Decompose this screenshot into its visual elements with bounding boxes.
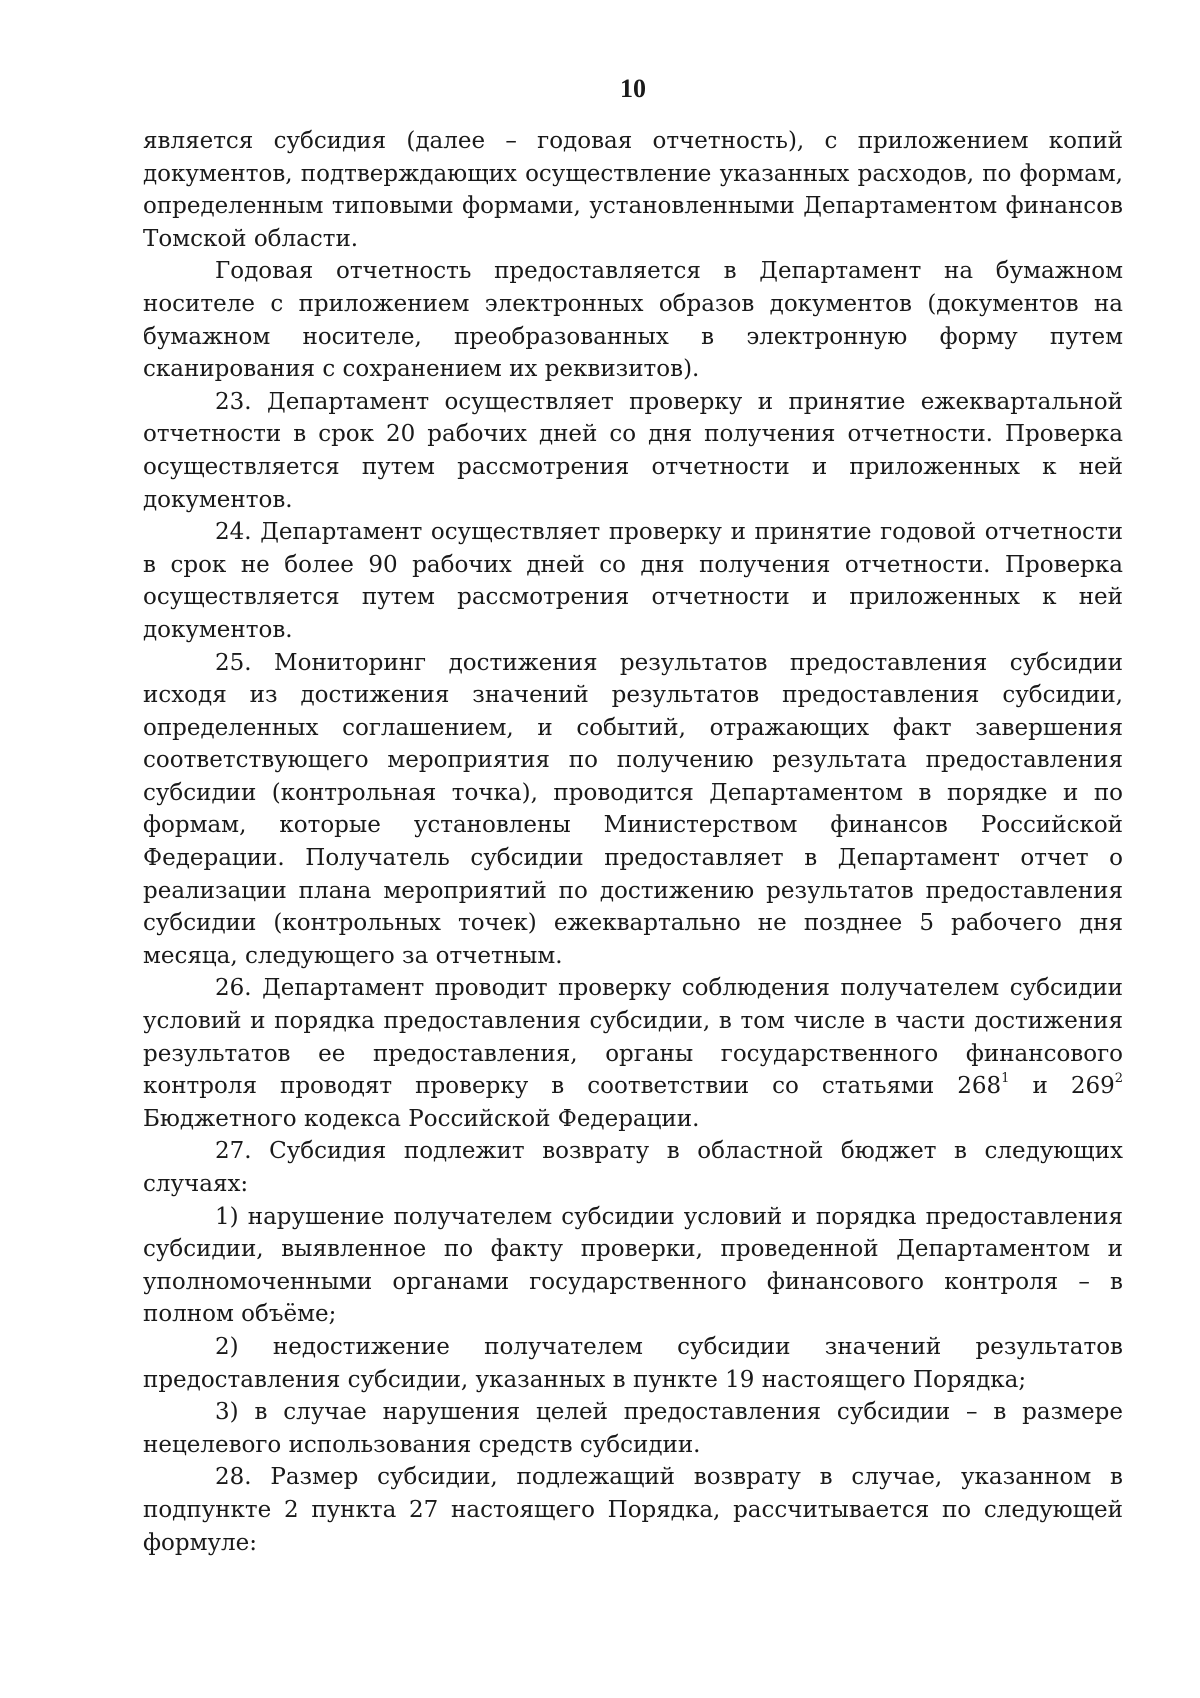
paragraph-subitem-2: 2) недостижение получателем субсидии значений результатов предоставления субсидии, указанных в пункте 19 настоящего Порядка; xyxy=(143,1333,1123,1393)
article-superscript-1: 1 xyxy=(1001,1071,1010,1087)
item-26-text-c: Бюджетного кодекса Российской Федерации. xyxy=(143,1105,700,1132)
paragraph-item-28: 28. Размер субсидии, подлежащий возврату в случае, указанном в подпункте 2 пункта 27 настоящего Порядка, рассчитывается по следующей формуле: xyxy=(143,1464,1123,1556)
paragraph-item-25: 25. Мониторинг достижения результатов предоставления субсидии исходя из достижения значений результатов предоставления субсидии, определенных соглашением, и событий, отражающих факт завершения соответствующего мероприятия по получению результата предоставления субсидии (контрольная точка), проводится Департаментом в порядке и по формам, которые установлены Министерством финансов Российской Федерации. Получатель субсидии предоставляет в Департамент отчет о реализации плана мероприятий по достижению результатов предоставления субсидии (контрольных точек) ежеквартально не позднее 5 рабочего дня месяца, следующего за отчетным. xyxy=(143,649,1123,969)
paragraph-continuation: является субсидия (далее – годовая отчетность), с приложением копий документов, подтверждающих осуществление указанных расходов, по формам, определенным типовыми формами, установленными Департаментом финансов Томской области. xyxy=(143,128,1123,252)
paragraph-item-26 xyxy=(143,972,1123,1135)
paragraph-item-27: 27. Субсидия подлежит возврату в областной бюджет в следующих случаях: xyxy=(143,1138,1123,1197)
paragraph-item-24: 24. Департамент осуществляет проверку и принятие годовой отчетности в срок не более 90 рабочих дней со дня получения отчетности. Проверка осуществляется путем рассмотрения отчетности и приложенных к ней документов. xyxy=(143,519,1123,643)
page-number: 10 xyxy=(620,74,646,103)
article-superscript-2: 2 xyxy=(1114,1071,1124,1087)
paragraph-subitem-3: 3) в случае нарушения целей предоставления субсидии – в размере нецелевого использования средств субсидии. xyxy=(143,1399,1123,1458)
paragraph-annual-reporting: Годовая отчетность предоставляется в Департамент на бумажном носителе с приложением электронных образов документов (документов на бумажном носителе, преобразованных в электронную форму путем сканирования с сохранением их реквизитов). xyxy=(143,258,1123,383)
paragraph-subitem-1: 1) нарушение получателем субсидии условий и порядка предоставления субсидии, выявленное по факту проверки, проведенной Департаментом и уполномоченными органами государственного финансового контроля – в полном объёме; xyxy=(143,1203,1123,1328)
paragraph-item-23: 23. Департамент осуществляет проверку и принятие ежеквартальной отчетности в срок 20 рабочих дней со дня получения отчетности. Проверка осуществляется путем рассмотрения отчетности и приложенных к ней документов. xyxy=(143,388,1123,513)
item-26-text-b: и 269 xyxy=(1009,1073,1115,1100)
item-26-text-a: 26. Департамент проводит проверку соблюдения получателем субсидии условий и порядка предоставления субсидии, в том числе в части достижения результатов ее предоставления, органы государственного финансового контроля проводят проверку в соответствии со статьями 268 xyxy=(143,975,1123,1100)
document-body xyxy=(143,125,1123,1559)
